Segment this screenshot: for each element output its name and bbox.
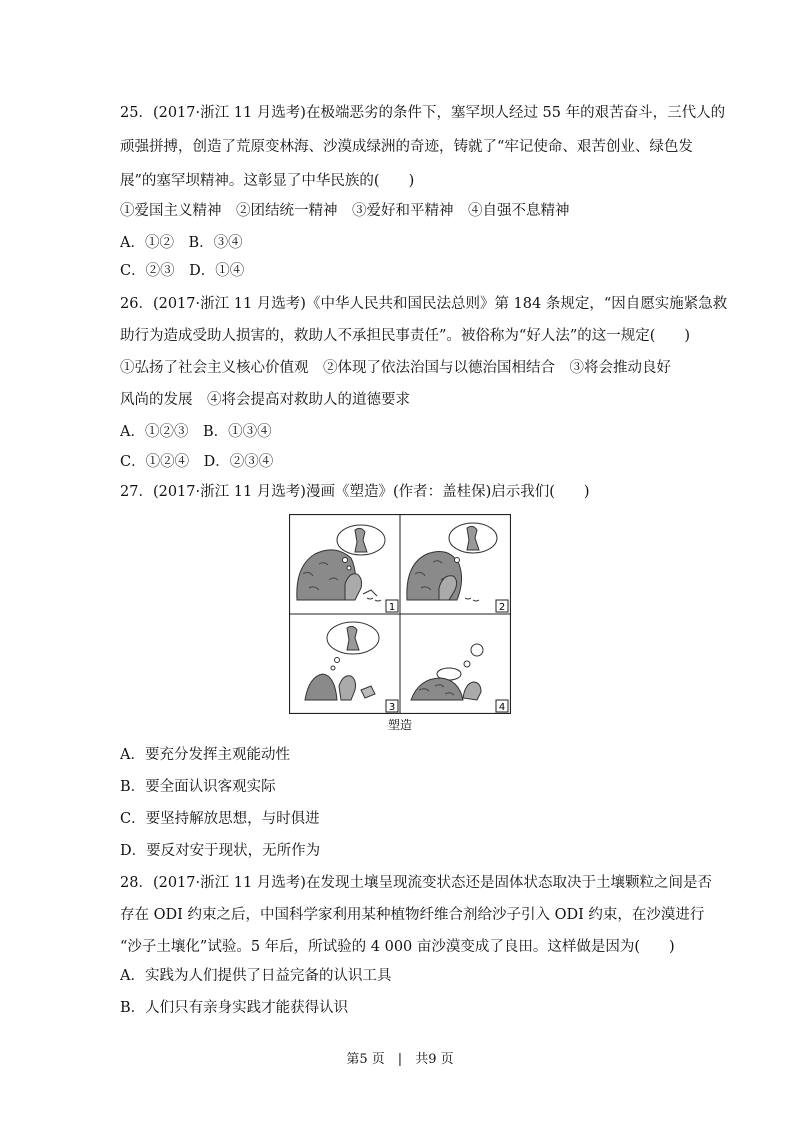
q28-line-1: 28．(2017·浙江 11 月选考)在发现土壤呈现流变状态还是固体状态取决于土壤颗粒之间是否 xyxy=(120,875,712,891)
comic-shaping-figure xyxy=(289,514,511,714)
q28-option-b: B．人们只有亲身实践才能获得认识 xyxy=(120,1000,349,1016)
svg-text:4: 4 xyxy=(498,702,506,713)
comic-panel-number-2 xyxy=(496,600,508,613)
q28-option-a: A．实践为人们提供了日益完备的认识工具 xyxy=(120,968,392,984)
svg-text:2: 2 xyxy=(498,602,506,613)
q25-line-1: 25．(2017·浙江 11 月选考)在极端恶劣的条件下，塞罕坝人经过 55 年的艰苦奋斗，三代人的 xyxy=(120,105,726,121)
comic-panel-number-4 xyxy=(496,700,508,713)
q25-option-cd: C．②③ D．①④ xyxy=(120,263,245,279)
q27-option-a: A．要充分发挥主观能动性 xyxy=(120,747,290,763)
q25-line-3: 展”的塞罕坝精神。这彰显了中华民族的( ) xyxy=(120,173,415,189)
q27-option-b: B．要全面认识客观实际 xyxy=(120,779,276,795)
q26-line-2: 助行为造成受助人损害的，救助人不承担民事责任”。被俗称为“好人法”的这一规定( ) xyxy=(120,328,691,344)
comic-panel-number-3 xyxy=(386,700,398,713)
q28-line-2: 存在 ODI 约束之后，中国科学家利用某种植物纤维合剂给沙子引入 ODI 约束，在沙漠进行 xyxy=(120,907,705,923)
q25-option-ab: A．①② B．③④ xyxy=(120,235,243,251)
q26-line-1: 26．(2017·浙江 11 月选考)《中华人民共和国民法总则》第 184 条规定，“因自愿实施紧急救 xyxy=(120,296,728,312)
q25-statements: ①爱国主义精神 ②团结统一精神 ③爱好和平精神 ④自强不息精神 xyxy=(120,203,570,219)
page-footer: 第5 页 | 共9 页 xyxy=(346,1052,454,1067)
svg-text:1: 1 xyxy=(388,602,396,613)
q27-line-1: 27．(2017·浙江 11 月选考)漫画《塑造》(作者：盖桂保)启示我们( ) xyxy=(120,484,590,500)
comic-panel-number-1 xyxy=(386,600,398,613)
comic-caption: 塑造 xyxy=(387,718,412,732)
q26-option-ab: A．①②③ B．①③④ xyxy=(120,424,272,440)
q25-line-2: 顽强拼搏，创造了荒原变林海、沙漠成绿洲的奇迹，铸就了“牢记使命、艰苦创业、绿色发 xyxy=(120,139,693,155)
q26-option-cd: C．①②④ D．②③④ xyxy=(120,454,274,470)
q27-option-d: D．要反对安于现状，无所作为 xyxy=(120,843,321,859)
q26-line-4: 风尚的发展 ④将会提高对救助人的道德要求 xyxy=(120,392,410,408)
q27-option-c: C．要坚持解放思想，与时俱进 xyxy=(120,811,320,827)
svg-text:3: 3 xyxy=(388,702,396,713)
q28-line-3: “沙子土壤化”试验。5 年后，所试验的 4 000 亩沙漠变成了良田。这样做是因为( ) xyxy=(120,939,675,955)
q26-line-3: ①弘扬了社会主义核心价值观 ②体现了依法治国与以德治国相结合 ③将会推动良好 xyxy=(120,360,671,376)
